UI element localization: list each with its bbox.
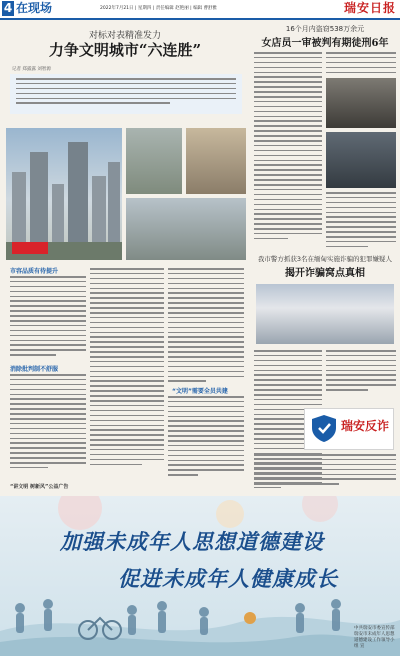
section-title: 在现场 [16, 1, 53, 15]
city-skyline-photo [6, 128, 122, 260]
lead-subhead-1: 市容品质有待提升 [10, 268, 59, 275]
lead-intro-text [10, 74, 242, 114]
story1-body-b [326, 192, 396, 251]
issue-meta: 2022年7月21日 | 星期四 | 责任编辑 赵艳丽 | 编辑 曹舒雅 [100, 6, 218, 11]
banner-credit: 中共瑞安市委宣传部 瑞安市未成年人思想道德建设工作领导小组 宣 [354, 626, 395, 649]
story2-body-c [254, 454, 396, 488]
lead-subhead-2: 消除批判制不舒服 [10, 366, 59, 373]
story2-body-b [326, 350, 396, 394]
lead-body-col-1a [10, 276, 86, 359]
lead-kicker: 对标对表精准发力 [88, 31, 161, 41]
story1-photo-1 [326, 78, 396, 128]
lead-body-col-3b [168, 396, 244, 479]
anti-fraud-logo-text: 瑞安反诈 [341, 419, 390, 433]
lead-article [2, 22, 248, 494]
lead-body-col-3a [168, 268, 244, 385]
right-column [252, 22, 398, 494]
overhead-wires-photo [126, 198, 246, 260]
banner-slogan-line-2: 促进未成年人健康成长 [118, 566, 338, 591]
story1-photo-2 [326, 132, 396, 188]
story2-photo [256, 284, 394, 344]
story2-headline: 揭开诈骗窝点真相 [285, 268, 365, 279]
photo-label-tag [12, 242, 48, 254]
street-photo [126, 128, 182, 194]
story1-body-b-top [326, 52, 396, 76]
story1-body-a [254, 52, 322, 243]
banner-slogan-line-1: 加强未成年人思想道德建设 [60, 529, 324, 554]
lead-headline: 力争文明城市“六连胜” [48, 41, 202, 59]
newspaper-masthead: 瑞安日报 [343, 1, 396, 15]
lead-byline: 记者 郑露露 刘智源 [12, 67, 51, 72]
lead-subhead-3: “文明”需要全员共建 [172, 388, 228, 395]
alley-photo [186, 128, 246, 194]
public-service-banner [0, 496, 400, 656]
lead-body-col-1b [10, 374, 86, 472]
shield-icon [309, 413, 339, 443]
page-number: 4 [3, 1, 13, 15]
story1-kicker: 16个月内盗窃538万余元 [285, 25, 365, 33]
anti-fraud-logo-box [304, 408, 394, 450]
lead-body-col-2a [90, 268, 164, 469]
public-service-ad-caption: “讲文明 树新风”公益广告 [10, 484, 69, 490]
story2-kicker: 我市警方抓获3名在缅甸实施诈骗的犯罪嫌疑人 [257, 255, 393, 263]
story1-headline: 女店员一审被判有期徒刑6年 [261, 38, 389, 49]
page-header [0, 0, 400, 20]
